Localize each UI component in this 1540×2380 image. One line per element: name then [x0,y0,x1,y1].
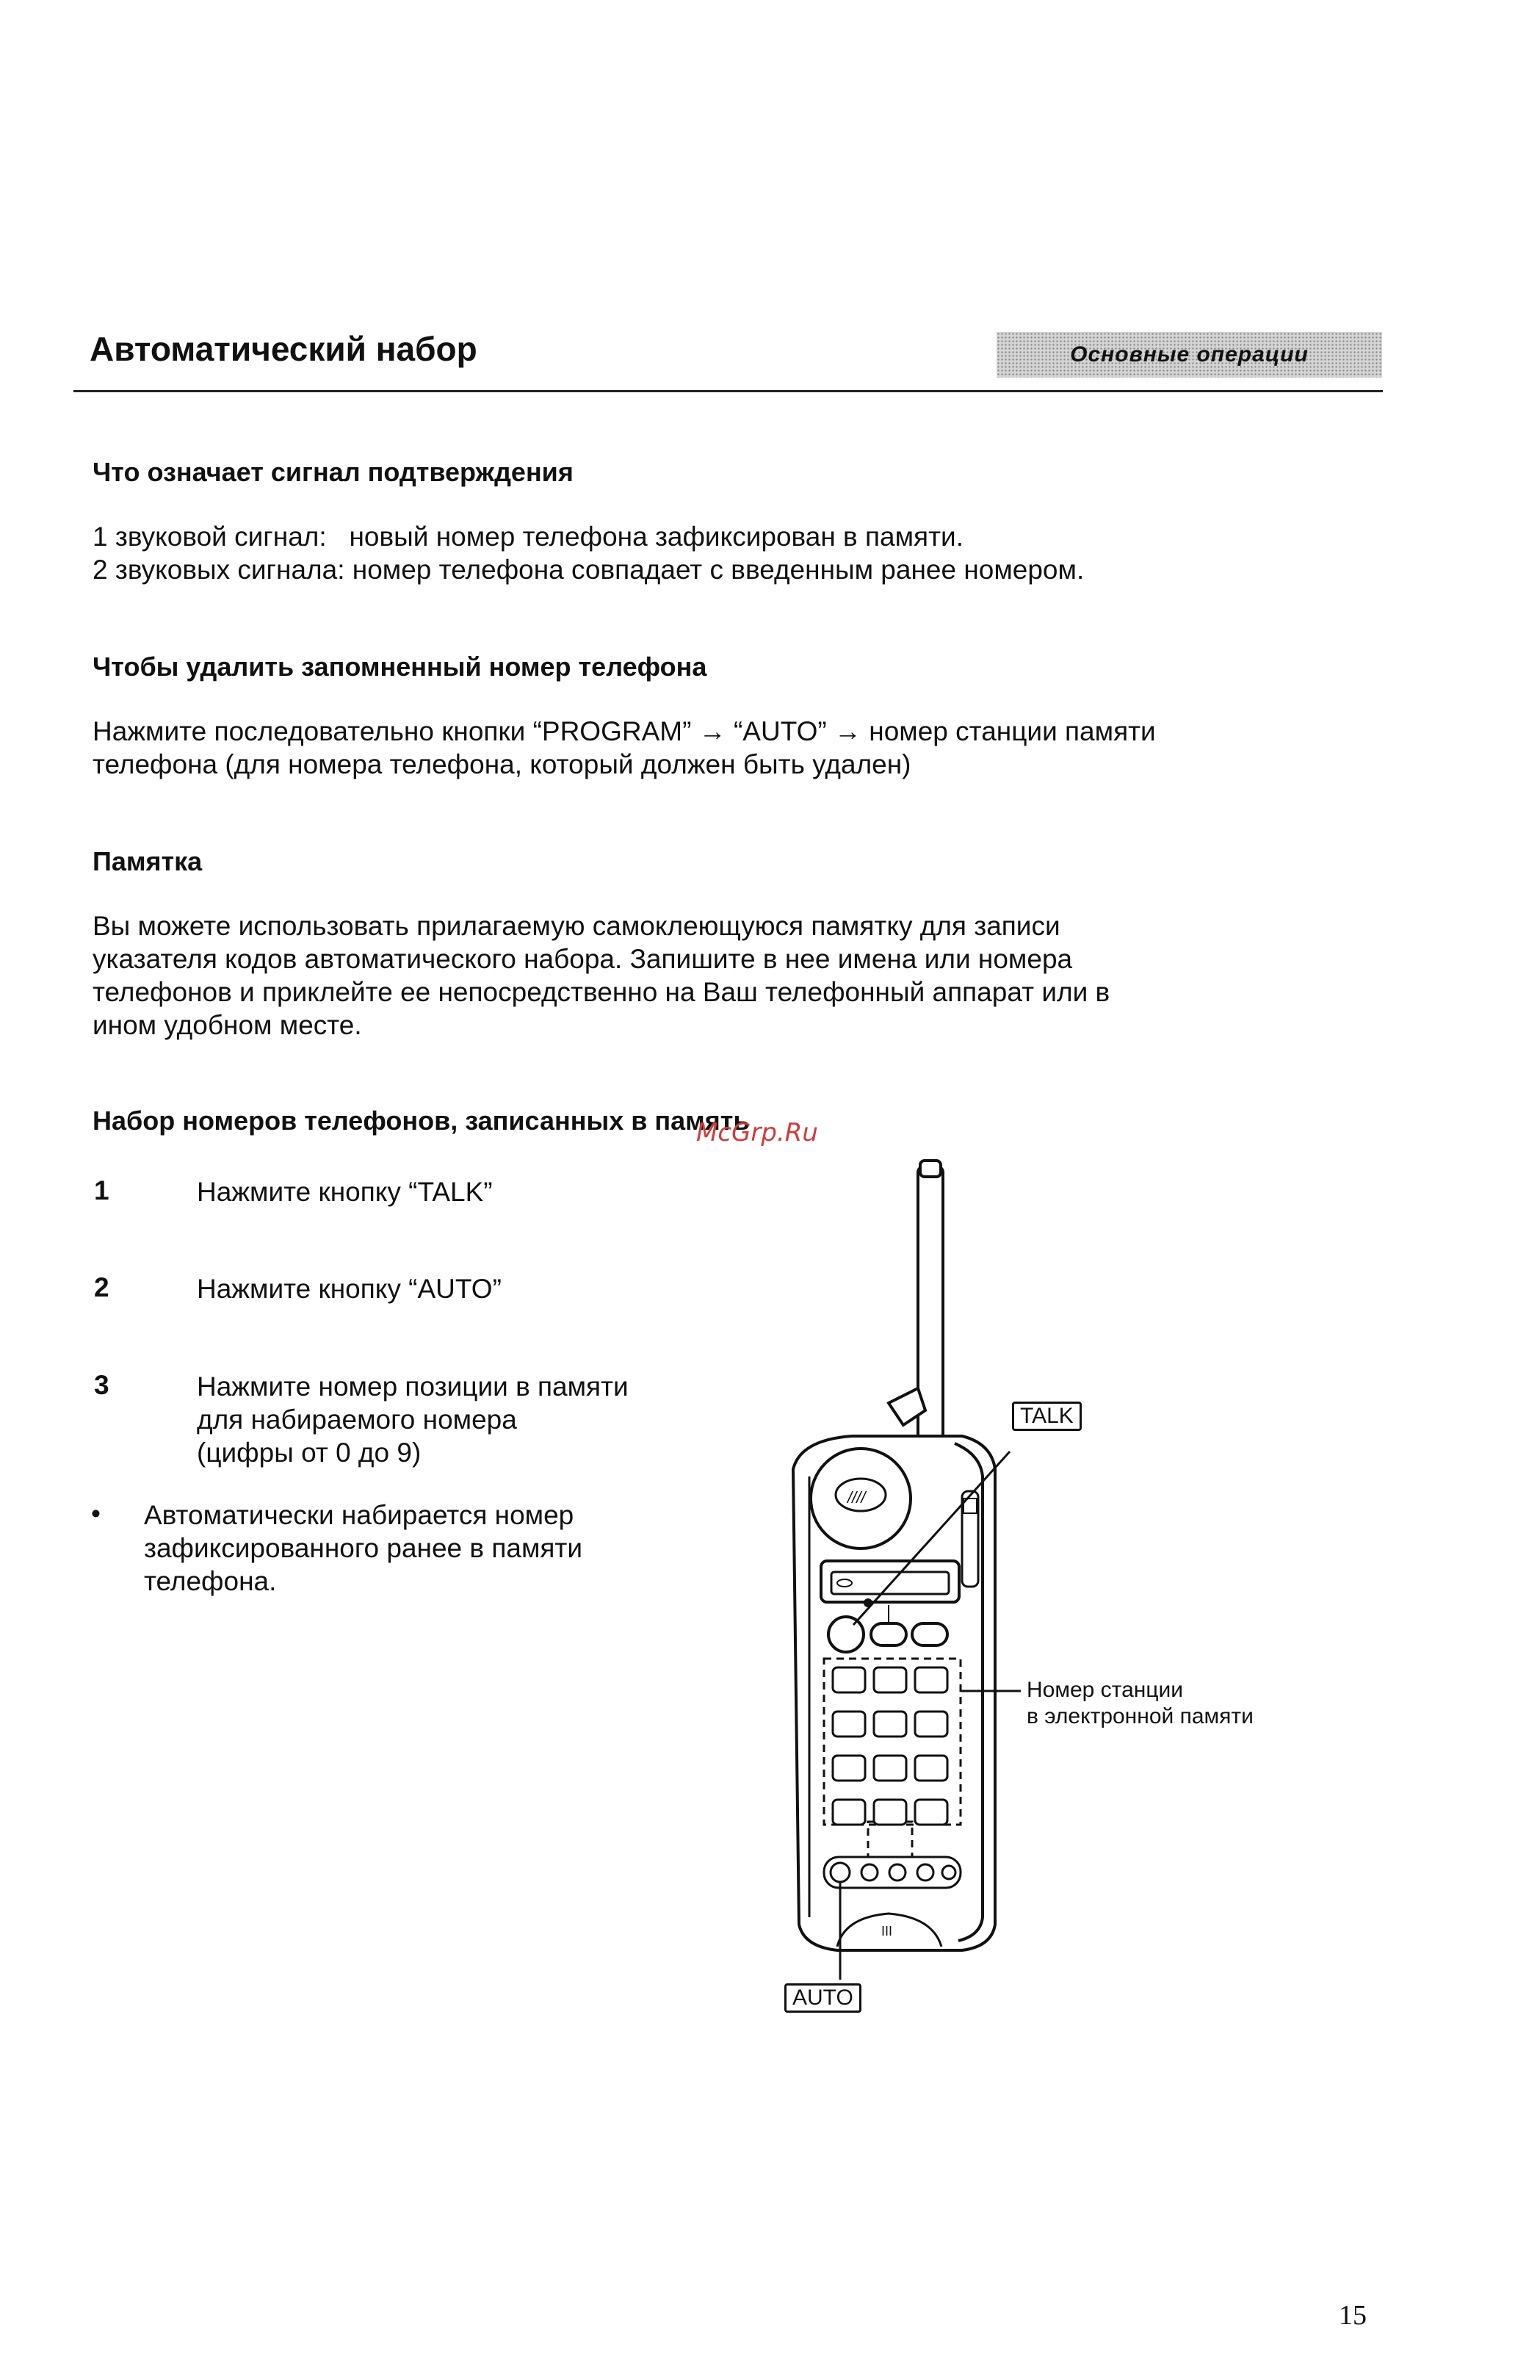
dialing-heading: Набор номеров телефонов, записанных в память [93,1106,750,1136]
bullet-mark: • [91,1499,101,1529]
cordless-phone-illustration [771,1153,1300,2064]
step-3-text: Нажмите номер позиции в памяти для набираемого номера (цифры от 0 до 9) [197,1371,629,1468]
bottom-buttons [824,1857,961,1888]
confirm-line-2: 2 звуковых сигнала: номер телефона совпадает с введенным ранее номером. [93,555,1085,585]
delete-line-1: Нажмите последовательно кнопки “PROGRAM” → “AUTO” → номер станции памяти [93,716,1156,746]
page-title: Автоматический набор [90,330,477,368]
auto-button[interactable] [831,1863,850,1882]
section-badge-label: Основные операции [1070,342,1309,367]
bullet-text: Автоматически набирается номер зафиксированного ранее в памяти телефона. [144,1500,583,1596]
step-3-number: 3 [94,1370,109,1400]
header-rule [73,390,1383,392]
memory-station-label: Номер станции в электронной памяти [1027,1678,1254,1728]
step-2-text: Нажмите кнопку “AUTO” [197,1274,502,1304]
page-number: 15 [1339,2300,1367,2331]
step-2-number: 2 [94,1272,109,1302]
section-badge [997,332,1382,378]
delete-line-2: телефона (для номера телефона, который должен быть удален) [93,749,911,779]
talk-button[interactable] [828,1617,864,1652]
step-1-number: 1 [94,1175,109,1205]
confirm-heading: Что означает сигнал подтверждения [93,457,574,487]
auto-callout-label: AUTO [784,1983,861,2013]
delete-heading: Чтобы удалить запомненный номер телефона [93,652,707,682]
memo-text: Вы можете использовать прилагаемую самоклеющуюся памятку для записи указателя кодов автоматического набора. Запишите в нее имена или номера телефонов и приклейте ее непосредственно на Ваш телефонный аппарат или в ином удобном месте. [93,911,1110,1040]
antenna [889,1161,943,1453]
earpiece [811,1449,911,1548]
talk-callout-label: TALK [1012,1402,1082,1431]
svg-text:III: III [881,1924,893,1939]
watermark: McGrp.Ru [696,1118,818,1147]
confirm-line-1: 1 звуковой сигнал: новый номер телефона зафиксирован в памяти. [93,522,964,552]
svg-text:////: //// [847,1488,866,1507]
memo-heading: Памятка [93,846,203,876]
step-1-text: Нажмите кнопку “TALK” [197,1177,493,1207]
